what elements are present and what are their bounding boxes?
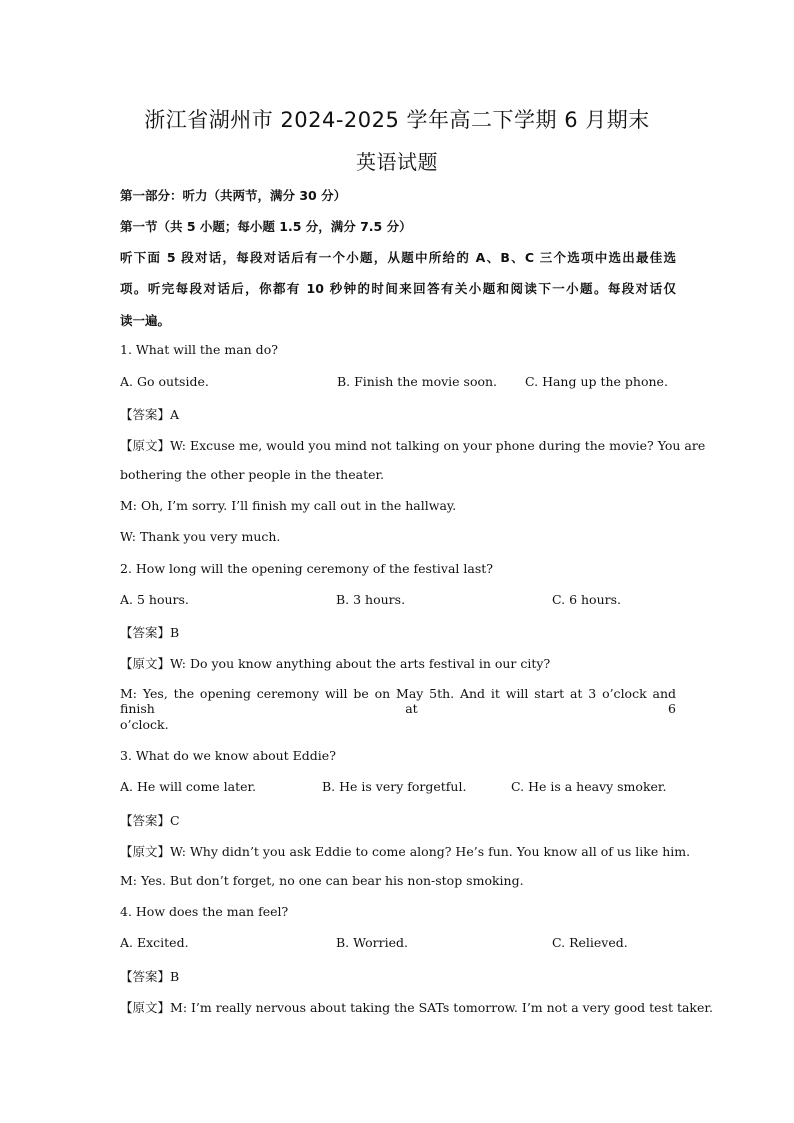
option-c: C. 6 hours. — [552, 592, 621, 607]
answer-value: B — [170, 969, 180, 984]
transcript-text: W: Do you know anything about the arts festival in our city? — [170, 656, 551, 671]
option-b: B. He is very forgetful. — [322, 779, 467, 794]
option-b: B. Worried. — [336, 935, 408, 950]
answer-value: C — [170, 813, 180, 828]
transcript-line: o’clock. — [120, 717, 169, 732]
part-heading: 第一部分：听力（共两节，满分 30 分） — [120, 188, 347, 203]
answer-line — [120, 405, 676, 423]
options-row — [120, 779, 676, 797]
question-text: 1. What will the man do? — [120, 342, 278, 357]
answer-line — [120, 623, 676, 641]
original-tag: 【原文】 — [120, 844, 171, 859]
answer-tag: 【答案】 — [120, 407, 171, 422]
question-text: 4. How does the man feel? — [120, 904, 289, 919]
answer-tag: 【答案】 — [120, 969, 171, 984]
answer-tag: 【答案】 — [120, 813, 171, 828]
options-row — [120, 374, 676, 392]
option-b: B. Finish the movie soon. — [337, 374, 498, 389]
transcript-line: W: Thank you very much. — [120, 529, 281, 544]
answer-tag: 【答案】 — [120, 625, 171, 640]
exam-title: 浙江省湖州市 2024-2025 学年高二下学期 6 月期末 — [144, 108, 650, 132]
option-c: C. He is a heavy smoker. — [511, 779, 667, 794]
option-a: A. Go outside. — [120, 374, 209, 389]
option-a: A. Excited. — [120, 935, 189, 950]
instructions-line: 项。听完每段对话后，你都有 10 秒钟的时间来回答有关小题和阅读下一小题。每段对话仅 — [120, 281, 676, 296]
options-row — [120, 935, 676, 953]
option-a: A. He will come later. — [120, 779, 257, 794]
transcript-line — [120, 842, 691, 860]
transcript-text: W: Excuse me, would you mind not talking on your phone during the movie? You are — [170, 438, 706, 453]
original-tag: 【原文】 — [120, 438, 171, 453]
transcript-line: M: Yes. But don’t forget, no one can bear his non-stop smoking. — [120, 873, 524, 888]
answer-value: A — [170, 407, 180, 422]
option-c: C. Relieved. — [552, 935, 628, 950]
original-tag: 【原文】 — [120, 656, 171, 671]
option-c: C. Hang up the phone. — [525, 374, 668, 389]
answer-line — [120, 967, 676, 985]
transcript-text: W: Why didn’t you ask Eddie to come along? He’s fun. You know all of us like him. — [170, 844, 691, 859]
transcript-line — [120, 998, 713, 1016]
answer-value: B — [170, 625, 180, 640]
transcript-text: M: I’m really nervous about taking the SATs tomorrow. I’m not a very good test taker. — [170, 1000, 713, 1015]
section-heading: 第一节（共 5 小题；每小题 1.5 分，满分 7.5 分） — [120, 219, 412, 234]
question-text: 2. How long will the opening ceremony of the festival last? — [120, 561, 493, 576]
transcript-line: M: Oh, I’m sorry. I’ll finish my call out in the hallway. — [120, 498, 457, 513]
instructions-line: 听下面 5 段对话，每段对话后有一个小题，从题中所给的 A、B、C 三个选项中选出最佳选 — [120, 250, 676, 265]
exam-subtitle: 英语试题 — [356, 150, 438, 174]
transcript-line — [120, 654, 676, 672]
option-b: B. 3 hours. — [336, 592, 406, 607]
option-a: A. 5 hours. — [120, 592, 189, 607]
answer-line — [120, 811, 676, 829]
original-tag: 【原文】 — [120, 1000, 171, 1015]
question-text: 3. What do we know about Eddie? — [120, 748, 336, 763]
transcript-line: M: Yes, the opening ceremony will be on May 5th. And it will start at 3 o’clock and finish at 6 — [120, 686, 676, 716]
instructions-line: 读一遍。 — [120, 313, 171, 328]
options-row — [120, 592, 676, 610]
transcript-line: bothering the other people in the theater. — [120, 467, 385, 482]
transcript-line — [120, 436, 706, 454]
